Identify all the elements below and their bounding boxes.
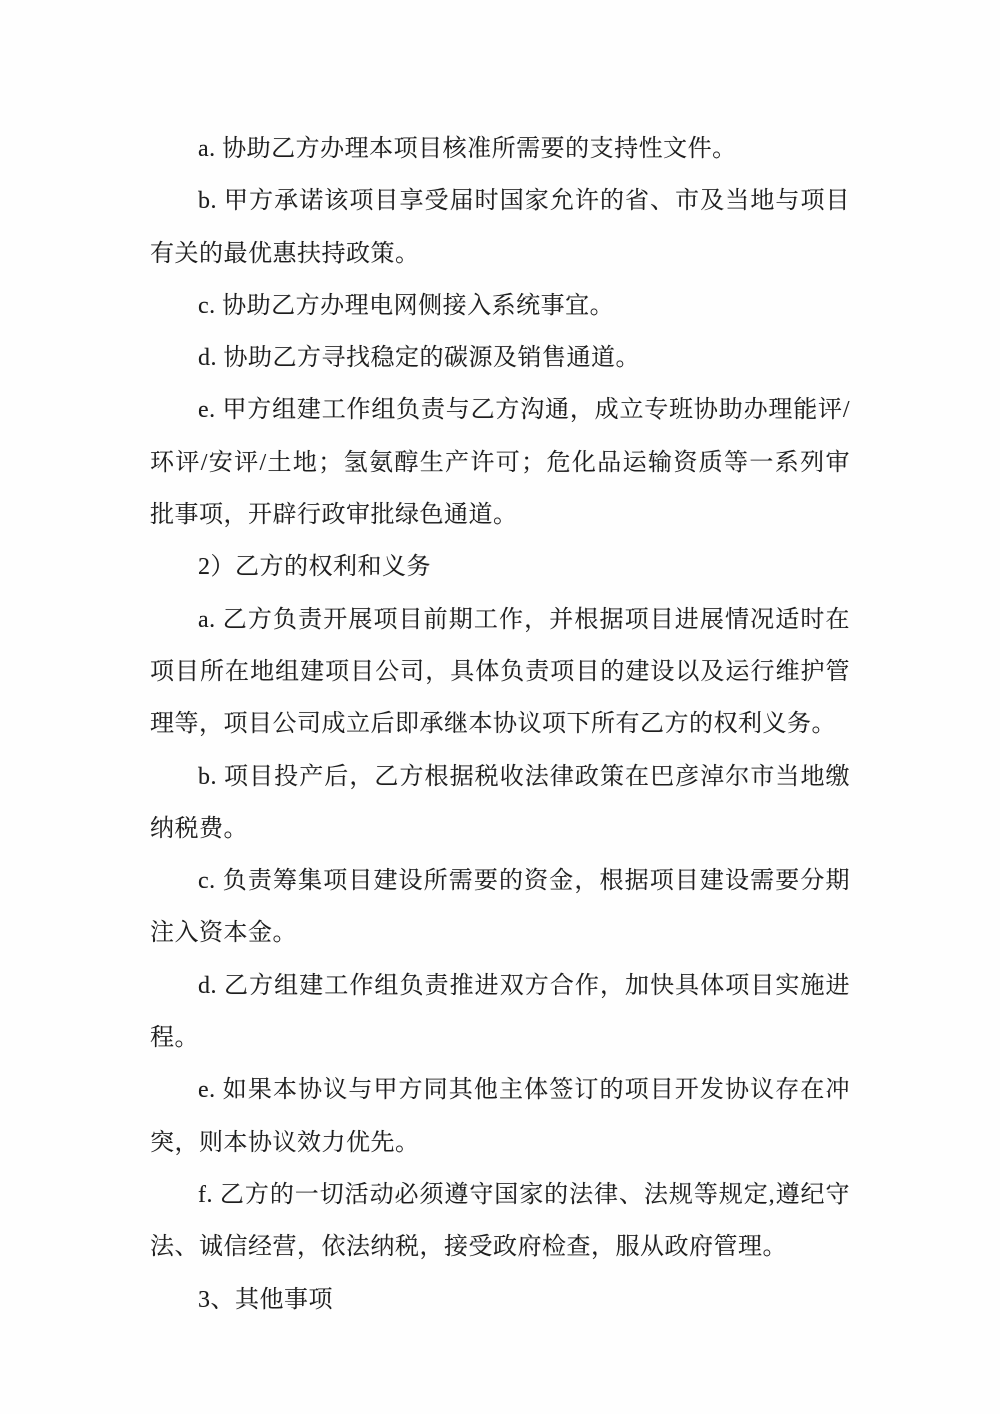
paragraph-item-c1: c. 协助乙方办理电网侧接入系统事宜。 [198,292,615,319]
document-body [150,123,850,1326]
paragraph-item-b1: b. 甲方承诺该项目享受届时国家允许的省、市及当地与项目有关的最优惠扶持政策。 [150,188,850,267]
paragraph-item-c2: c. 负责筹集项目建设所需要的资金，根据项目建设需要分期注入资本金。 [150,868,850,947]
section-heading-3: 3、其他事项 [198,1286,333,1313]
paragraph-item-f2: f. 乙方的一切活动必须遵守国家的法律、法规等规定,遵纪守法、诚信经营，依法纳税，接受政府检查，服从政府管理。 [150,1181,850,1261]
paragraph-item-d1: d. 协助乙方寻找稳定的碳源及销售通道。 [198,345,640,372]
paragraph-item-a1: a. 协助乙方办理本项目核准所需要的支持性文件。 [198,136,737,162]
section-heading-2: 2）乙方的权利和义务 [198,554,431,581]
paragraph-item-e1: e. 甲方组建工作组负责与乙方沟通，成立专班协助办理能评/环评/安评/土地；氢氨醇生产许可；危化品运输资质等一系列审批事项，开辟行政审批绿色通道。 [150,397,850,529]
paragraph-item-d2: d. 乙方组建工作组负责推进双方合作，加快具体项目实施进程。 [150,972,850,1052]
paragraph-item-b2: b. 项目投产后，乙方根据税收法律政策在巴彦淖尔市当地缴纳税费。 [150,763,850,842]
paragraph-item-a2: a. 乙方负责开展项目前期工作，并根据项目进展情况适时在项目所在地组建项目公司，具体负责项目的建设以及运行维护管理等，项目公司成立后即承继本协议项下所有乙方的权利义务。 [150,606,850,738]
paragraph-item-e2: e. 如果本协议与甲方同其他主体签订的项目开发协议存在冲突，则本协议效力优先。 [150,1077,850,1156]
